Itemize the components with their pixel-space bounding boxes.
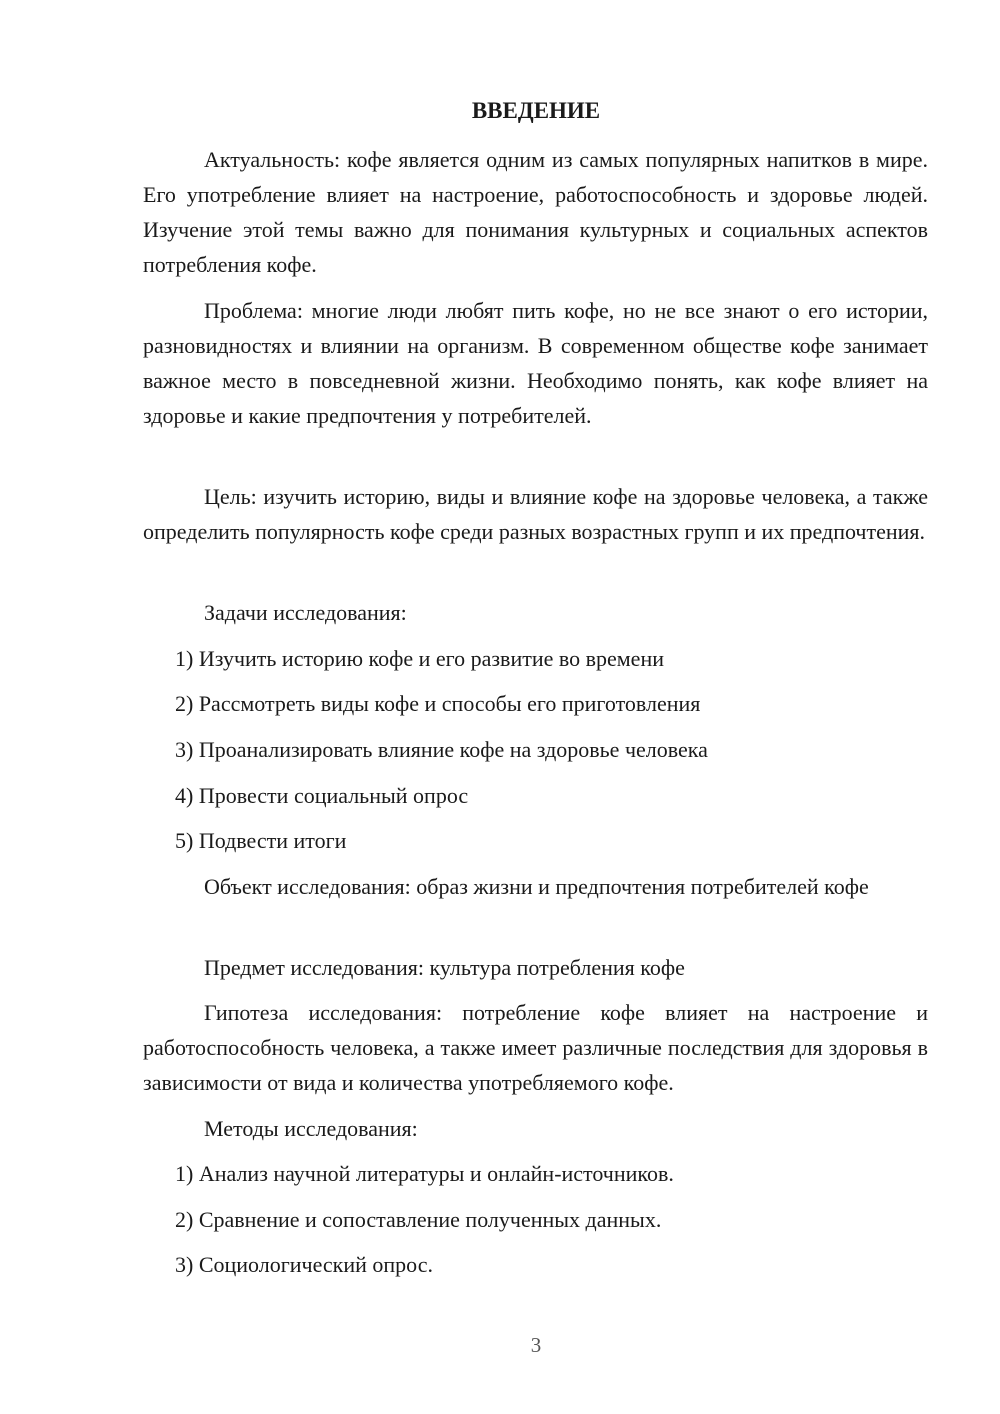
method-item: 2) Сравнение и сопоставление полученных данных. [175,1207,662,1232]
task-item: 2) Рассмотреть виды кофе и способы его приготовления [175,691,701,716]
method-item: 1) Анализ научной литературы и онлайн-источников. [175,1161,674,1186]
method-item: 3) Социологический опрос. [175,1252,433,1277]
problem-paragraph: Проблема: многие люди любят пить кофе, но не все знают о его истории, разновидностях и влиянии на организм. В современном обществе кофе занимает важное место в повседневной жизни. Необходимо понять, как кофе влияет на здоровье и какие предпочтения у потребителей. [143,298,928,428]
task-item: 4) Провести социальный опрос [175,783,469,808]
subject-paragraph: Предмет исследования: культура потребления кофе [204,955,685,980]
task-item: 1) Изучить историю кофе и его развитие во времени [175,646,664,671]
task-item: 5) Подвести итоги [175,828,347,853]
tasks-heading: Задачи исследования: [204,600,407,625]
page-number: 3 [530,1333,542,1357]
relevance-paragraph: Актуальность: кофе является одним из самых популярных напитков в мире. Его употребление влияет на настроение, работоспособность и здоровье людей. Изучение этой темы важно для понимания культурных и социальных аспектов потребления кофе. [143,147,928,277]
hypothesis-paragraph: Гипотеза исследования: потребление кофе влияет на настроение и работоспособность человека, а также имеет различные последствия для здоровья в зависимости от вида и количества употребляемого кофе. [143,1000,928,1095]
object-paragraph: Объект исследования: образ жизни и предпочтения потребителей кофе [204,874,869,899]
goal-paragraph: Цель: изучить историю, виды и влияние кофе на здоровье человека, а также определить популярность кофе среди разных возрастных групп и их предпочтения. [143,484,928,544]
task-item: 3) Проанализировать влияние кофе на здоровье человека [175,737,708,762]
section-heading: ВВЕДЕНИЕ [471,98,601,123]
methods-heading: Методы исследования: [204,1116,418,1141]
